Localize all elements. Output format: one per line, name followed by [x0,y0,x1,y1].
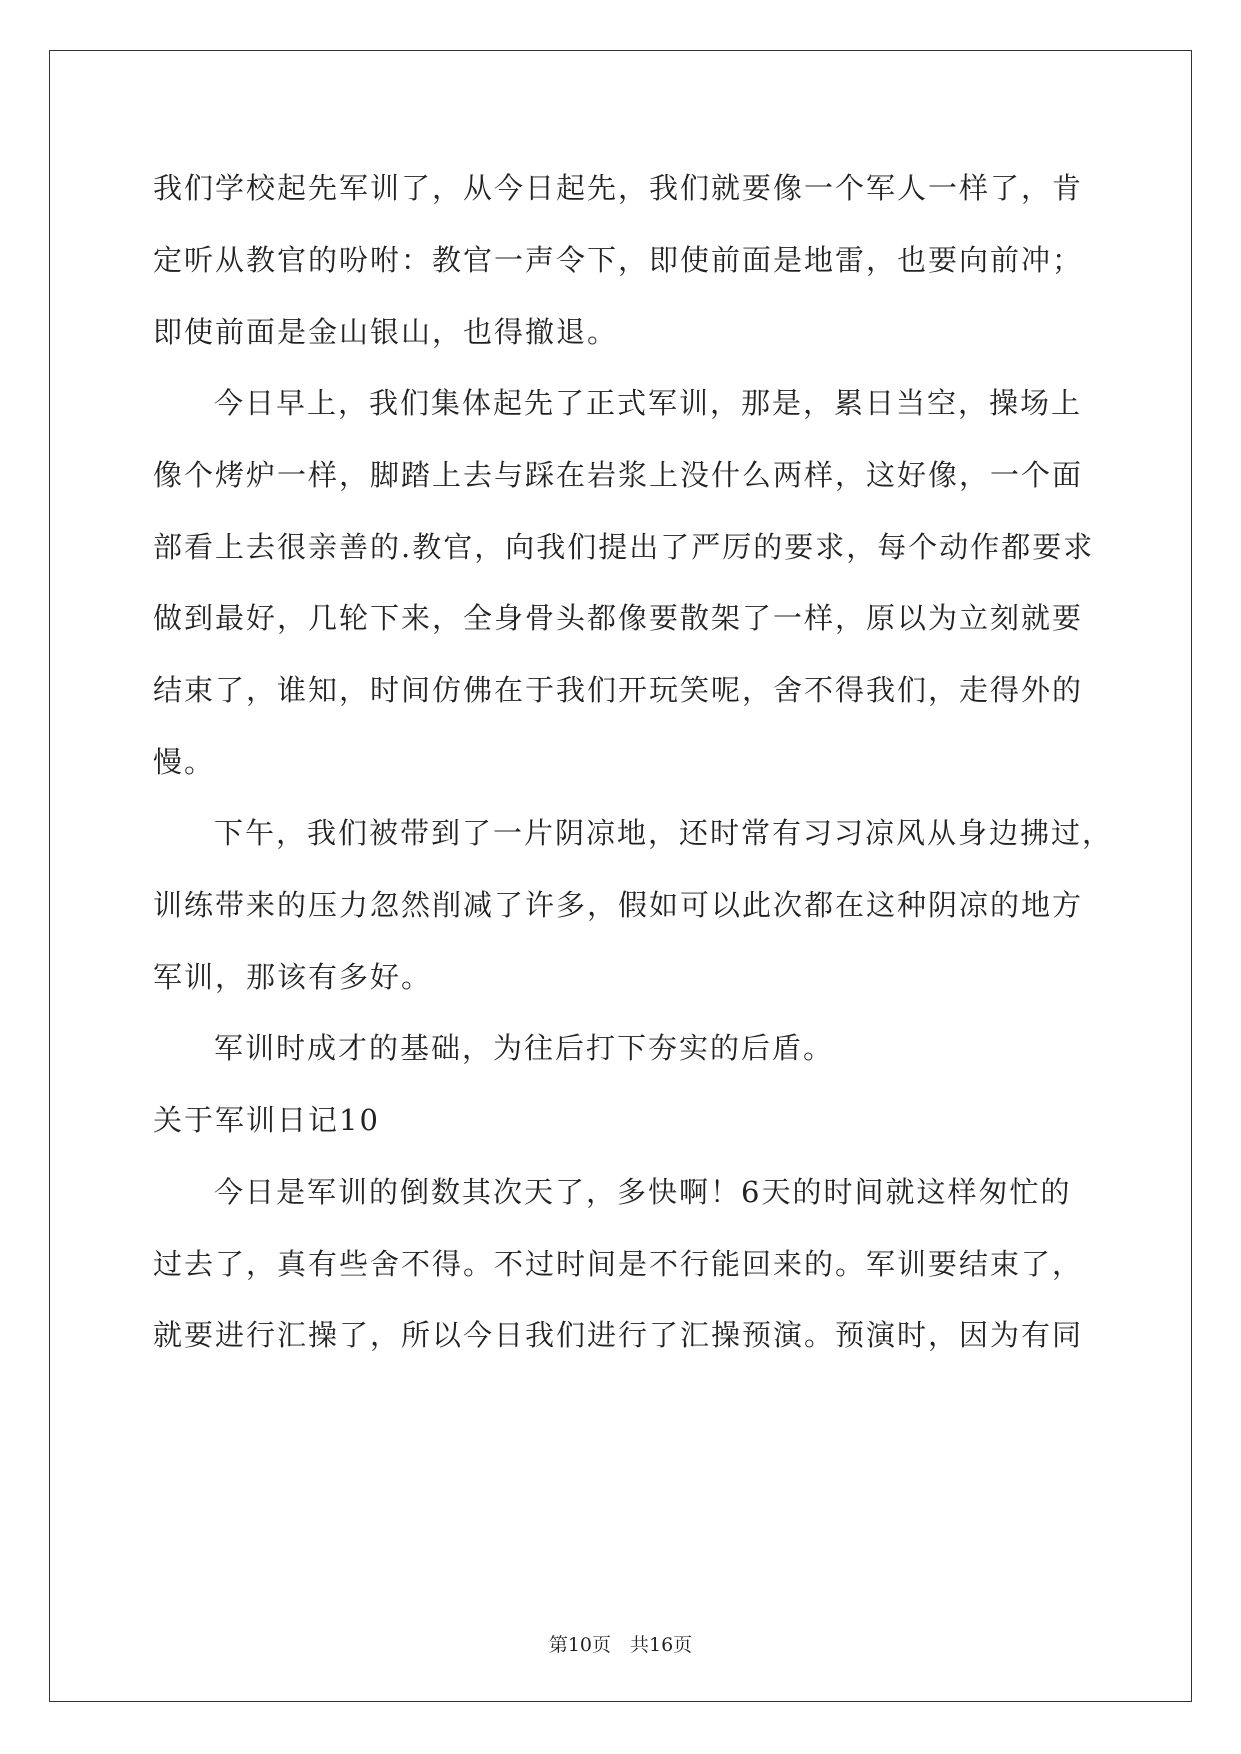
paragraph-line: 就要进行汇操了，所以今日我们进行了汇操预演。预演时，因为有同 [153,1318,1084,1352]
paragraph-line: 像个烤炉一样，脚踏上去与踩在岩浆上没什么两样，这好像，一个面 [153,458,1084,492]
paragraph-line: 结束了，谁知，时间仿佛在于我们开玩笑呢，舍不得我们，走得外的 [153,673,1084,707]
paragraph-line: 今日早上，我们集体起先了正式军训，那是，累日当空，操场上 [214,386,1083,420]
page-number-footer: 第10页 共16页 [548,1634,693,1656]
paragraph-line: 军训，那该有多好。 [153,960,433,994]
paragraph-line: 做到最好，几轮下来，全身骨头都像要散架了一样，原以为立刻就要 [153,601,1084,635]
paragraph-line: 即使前面是金山银山，也得撤退。 [153,315,619,349]
paragraph-line: 我们学校起先军训了，从今日起先，我们就要像一个军人一样了，肯 [153,171,1084,205]
paragraph-line: 过去了，真有些舍不得。不过时间是不行能回来的。军训要结束了， [153,1247,1084,1281]
paragraph-line: 训练带来的压力忽然削减了许多，假如可以此次都在这种阴凉的地方 [153,888,1084,922]
paragraph-line: 下午，我们被带到了一片阴凉地，还时常有习习凉风从身边拂过， [214,816,1114,850]
paragraph-line: 部看上去很亲善的.教官，向我们提出了严厉的要求，每个动作都要求 [153,530,1095,564]
page-border [49,50,1192,1702]
paragraph-line: 今日是军训的倒数其次天了，多快啊！6天的时间就这样匆忙的 [214,1175,1072,1209]
paragraph-line: 慢。 [153,745,216,779]
paragraph-line: 军训时成才的基础，为往后打下夯实的后盾。 [214,1031,835,1065]
paragraph-line: 定听从教官的吩咐：教官一声令下，即使前面是地雷，也要向前冲； [153,243,1084,277]
section-heading: 关于军训日记10 [153,1103,380,1137]
